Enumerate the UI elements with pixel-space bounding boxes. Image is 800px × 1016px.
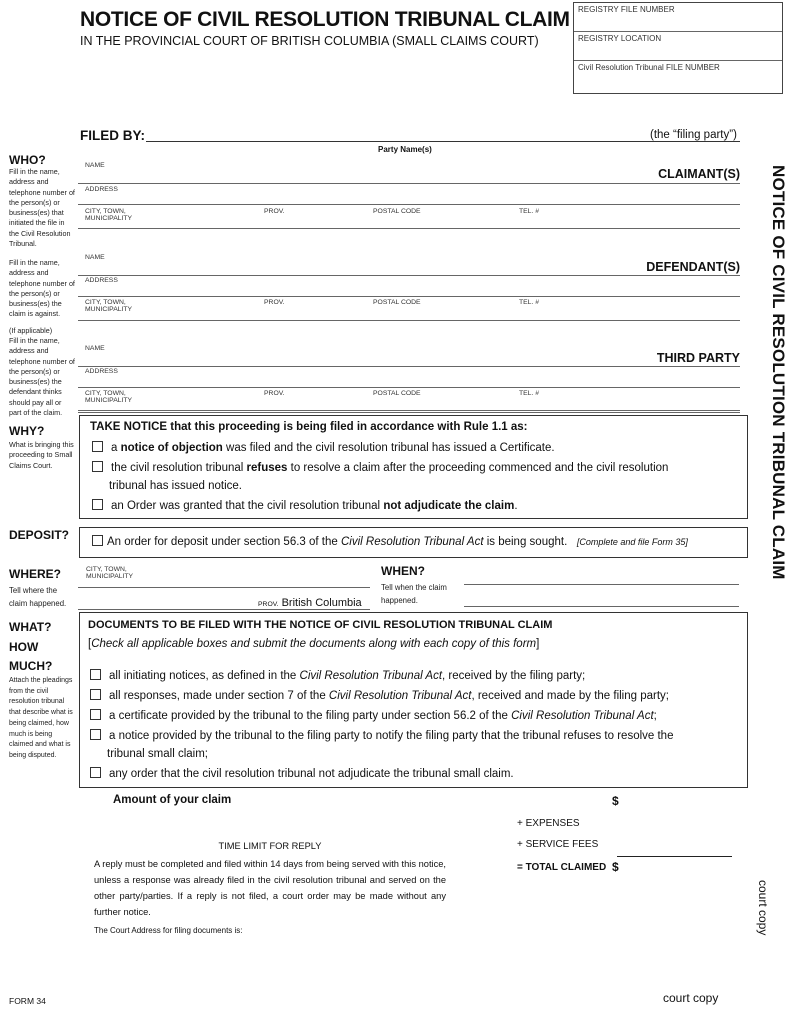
defendant-postal-label: POSTAL CODE bbox=[373, 299, 421, 306]
defendant-name-label: NAME bbox=[85, 254, 105, 261]
registry-location-field[interactable] bbox=[574, 32, 782, 61]
claimant-name-label: NAME bbox=[85, 162, 105, 169]
defendant-address-label: ADDRESS bbox=[85, 277, 118, 284]
checkbox[interactable] bbox=[90, 767, 101, 778]
where-help: Tell where the claim happened. bbox=[9, 586, 67, 608]
claimant-address-label: ADDRESS bbox=[85, 186, 118, 193]
where-city-label: CITY, TOWN, MUNICIPALITY bbox=[86, 566, 134, 580]
third-party-tel-label: TEL. # bbox=[519, 390, 540, 397]
checkbox[interactable] bbox=[92, 461, 103, 472]
third-party-address-label: ADDRESS bbox=[85, 368, 118, 375]
third-party-title: THIRD PARTY bbox=[656, 351, 740, 365]
checkbox[interactable] bbox=[92, 535, 103, 546]
why-box bbox=[79, 415, 748, 519]
defendant-tel-label: TEL. # bbox=[519, 299, 540, 306]
document-option-certificate[interactable]: a certificate provided by the tribunal to the filing party under section 56.2 of the Civil Resolution Tribunal Act; bbox=[90, 709, 657, 722]
claimant-address-input[interactable] bbox=[78, 204, 740, 205]
who-third-party-help-1: (If applicable) bbox=[9, 326, 53, 335]
where-heading: WHERE? bbox=[9, 567, 61, 581]
deposit-note: [Complete and file Form 35] bbox=[576, 537, 688, 547]
form-title: NOTICE OF CIVIL RESOLUTION TRIBUNAL CLAIM bbox=[80, 8, 570, 31]
subtotal-line bbox=[617, 856, 732, 857]
how-heading: HOW bbox=[9, 640, 39, 654]
claimant-name-input[interactable] bbox=[78, 183, 740, 184]
filing-party-suffix: (the “filing party”) bbox=[650, 129, 737, 141]
document-option-refusal-notice[interactable]: a notice provided by the tribunal to the filing party to notify the filing party that the tribunal refuses to resolve the bbox=[90, 729, 673, 742]
when-input[interactable] bbox=[464, 584, 739, 585]
third-party-city-input[interactable] bbox=[78, 410, 740, 413]
document-option-initiating-notices[interactable]: all initiating notices, as defined in the Civil Resolution Tribunal Act, received by the filing party; bbox=[90, 669, 585, 682]
registry-file-number-label: REGISTRY FILE NUMBER bbox=[578, 5, 675, 14]
registry-location-label: REGISTRY LOCATION bbox=[578, 34, 662, 43]
why-heading: WHY? bbox=[9, 424, 45, 438]
where-prov-line bbox=[78, 609, 370, 610]
why-option-refuses[interactable]: the civil resolution tribunal refuses to resolve a claim after the proceeding commenced and the civil resolution bbox=[92, 461, 668, 474]
defendant-city-input[interactable] bbox=[78, 320, 740, 321]
total-claimed-label: = TOTAL CLAIMED bbox=[517, 862, 607, 873]
document-option-refusal-notice-line2: tribunal small claim; bbox=[107, 748, 208, 760]
why-intro: TAKE NOTICE that this proceeding is being filed in accordance with Rule 1.1 as: bbox=[90, 421, 528, 433]
form-subtitle: IN THE PROVINCIAL COURT OF BRITISH COLUMBIA (SMALL CLAIMS COURT) bbox=[80, 34, 539, 48]
checkbox[interactable] bbox=[92, 499, 103, 510]
claimant-city-input[interactable] bbox=[78, 228, 740, 229]
documents-instruction: [Check all applicable boxes and submit the documents along with each copy of this form] bbox=[88, 638, 540, 650]
filed-by-input[interactable] bbox=[146, 141, 740, 142]
claimant-city-label: CITY, TOWN, MUNICIPALITY bbox=[85, 208, 133, 222]
form-number: FORM 34 bbox=[9, 996, 46, 1006]
checkbox[interactable] bbox=[90, 709, 101, 720]
total-claimed-currency: $ bbox=[612, 860, 619, 874]
what-help: Attach the pleadings from the civil resolution tribunal that describe what is being claimed, how much is being claimed and what is being disputed. bbox=[9, 677, 73, 759]
court-address-label: The Court Address for filing documents is: bbox=[94, 926, 243, 935]
when-help: Tell when the claim happened. bbox=[381, 583, 447, 605]
when-heading: WHEN? bbox=[381, 564, 425, 578]
court-copy-label: court copy bbox=[663, 991, 719, 1005]
claim-amount-currency: $ bbox=[612, 794, 619, 808]
document-option-order[interactable]: any order that the civil resolution tribunal not adjudicate the tribunal small claim. bbox=[90, 767, 514, 780]
why-option-not-adjudicate[interactable]: an Order was granted that the civil resolution tribunal not adjudicate the claim. bbox=[92, 499, 518, 512]
expenses-label: + EXPENSES bbox=[517, 818, 580, 829]
third-party-prov-label: PROV. bbox=[264, 390, 285, 397]
why-help: What is bringing this proceeding to Small Claims Court. bbox=[9, 440, 74, 470]
defendant-prov-label: PROV. bbox=[264, 299, 285, 306]
filed-by-label: FILED BY: bbox=[80, 128, 145, 143]
third-party-name-label: NAME bbox=[85, 345, 105, 352]
where-city-input[interactable] bbox=[78, 587, 370, 588]
deposit-box bbox=[79, 527, 748, 558]
registry-box bbox=[573, 2, 783, 94]
claim-amount-label: Amount of your claim bbox=[113, 794, 232, 806]
checkbox[interactable] bbox=[90, 689, 101, 700]
total-claimed-input[interactable] bbox=[625, 860, 735, 876]
party-names-caption: Party Name(s) bbox=[378, 145, 432, 154]
deposit-heading: DEPOSIT? bbox=[9, 528, 70, 542]
side-title: NOTICE OF CIVIL RESOLUTION TRIBUNAL CLAIM bbox=[769, 165, 788, 580]
third-party-postal-label: POSTAL CODE bbox=[373, 390, 421, 397]
who-heading: WHO? bbox=[9, 153, 46, 167]
claimant-postal-label: POSTAL CODE bbox=[373, 208, 421, 215]
side-court-copy: court copy bbox=[756, 880, 770, 936]
defendant-address-input[interactable] bbox=[78, 296, 740, 297]
documents-title: DOCUMENTS TO BE FILED WITH THE NOTICE OF CIVIL RESOLUTION TRIBUNAL CLAIM bbox=[88, 619, 553, 631]
checkbox[interactable] bbox=[92, 441, 103, 452]
checkbox[interactable] bbox=[90, 669, 101, 680]
claim-amount-input[interactable] bbox=[625, 792, 735, 808]
claimant-tel-label: TEL. # bbox=[519, 208, 540, 215]
when-line-2 bbox=[464, 606, 739, 607]
where-prov: PROV. British Columbia bbox=[258, 597, 362, 609]
who-claimant-help: Fill in the name, address and telephone number of the person(s) or business(es) that initiated the file in the Civil Resolution Tribunal. bbox=[9, 167, 75, 249]
claimant-title: CLAIMANT(S) bbox=[658, 167, 740, 181]
who-third-party-help-2: Fill in the name, address and telephone number of the person(s) or business(es) the defendant thinks should pay all or part of the claim. bbox=[9, 336, 75, 418]
documents-box bbox=[79, 612, 748, 788]
document-option-responses[interactable]: all responses, made under section 7 of the Civil Resolution Tribunal Act, received and made by the filing party; bbox=[90, 689, 669, 702]
checkbox[interactable] bbox=[90, 729, 101, 740]
why-option-objection[interactable]: a notice of objection was filed and the civil resolution tribunal has issued a Certificate. bbox=[92, 441, 555, 454]
deposit-option[interactable]: An order for deposit under section 56.3 of the Civil Resolution Tribunal Act is being sought. [Complete and file Form 35] bbox=[92, 535, 688, 548]
expenses-input[interactable] bbox=[625, 816, 735, 832]
third-party-address-input[interactable] bbox=[78, 387, 740, 388]
defendant-title: DEFENDANT(S) bbox=[646, 260, 740, 274]
registry-file-number-field[interactable] bbox=[574, 3, 782, 32]
reply-text: A reply must be completed and filed within 14 days from being served with this notice, unless a response was already filed in the civil resolution tribunal and served on the other party/parties. If a reply is not filed, a court order may be made without any further notice. bbox=[94, 859, 446, 917]
reply-heading: TIME LIMIT FOR REPLY bbox=[218, 841, 322, 851]
claimant-prov-label: PROV. bbox=[264, 208, 285, 215]
crt-file-number-label: Civil Resolution Tribunal FILE NUMBER bbox=[578, 63, 720, 72]
service-fees-input[interactable] bbox=[625, 838, 735, 854]
defendant-city-label: CITY, TOWN, MUNICIPALITY bbox=[85, 299, 133, 313]
defendant-name-input[interactable] bbox=[78, 275, 740, 276]
third-party-name-input[interactable] bbox=[78, 366, 740, 367]
much-heading: MUCH? bbox=[9, 659, 53, 673]
what-heading: WHAT? bbox=[9, 620, 52, 634]
why-option-refuses-line2: tribunal has issued notice. bbox=[109, 480, 242, 492]
who-defendant-help: Fill in the name, address and telephone number of the person(s) or business(es) the claim is against. bbox=[9, 258, 75, 319]
service-fees-label: + SERVICE FEES bbox=[517, 839, 599, 850]
third-party-city-label: CITY, TOWN, MUNICIPALITY bbox=[85, 390, 133, 404]
crt-file-number-field[interactable] bbox=[574, 61, 782, 91]
